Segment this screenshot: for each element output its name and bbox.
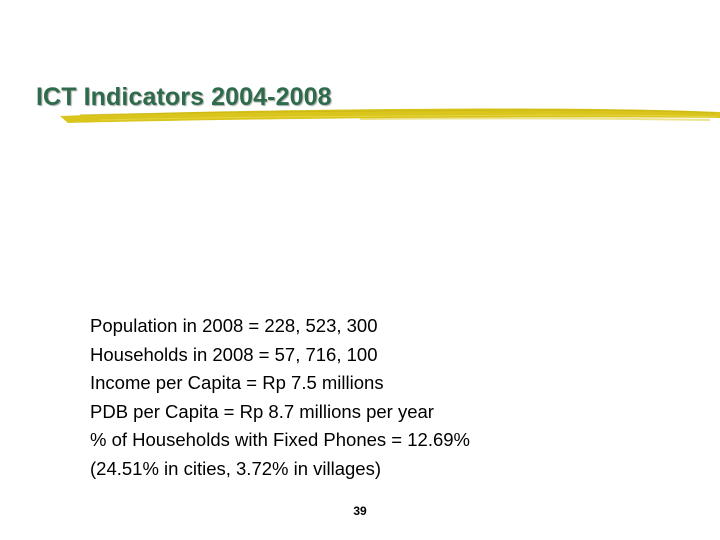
indicator-line-fixed-phones: % of Households with Fixed Phones = 12.69%	[90, 429, 470, 450]
page-number: 39	[353, 504, 367, 518]
slide-title: ICT Indicators 2004-2008	[36, 83, 332, 111]
indicator-line-phones-breakdown: (24.51% in cities, 3.72% in villages)	[90, 457, 382, 479]
indicator-list	[90, 312, 650, 483]
indicator-line-pdb: PDB per Capita = Rp 8.7 millions per year	[90, 400, 434, 422]
title-underline-brushstroke	[60, 104, 720, 130]
indicator-line-households: Households in 2008 = 57, 716, 100	[90, 343, 378, 365]
indicator-line-income: Income per Capita = Rp 7.5 millions	[90, 372, 384, 393]
indicator-line-population: Population in 2008 = 228, 523, 300	[90, 315, 378, 336]
